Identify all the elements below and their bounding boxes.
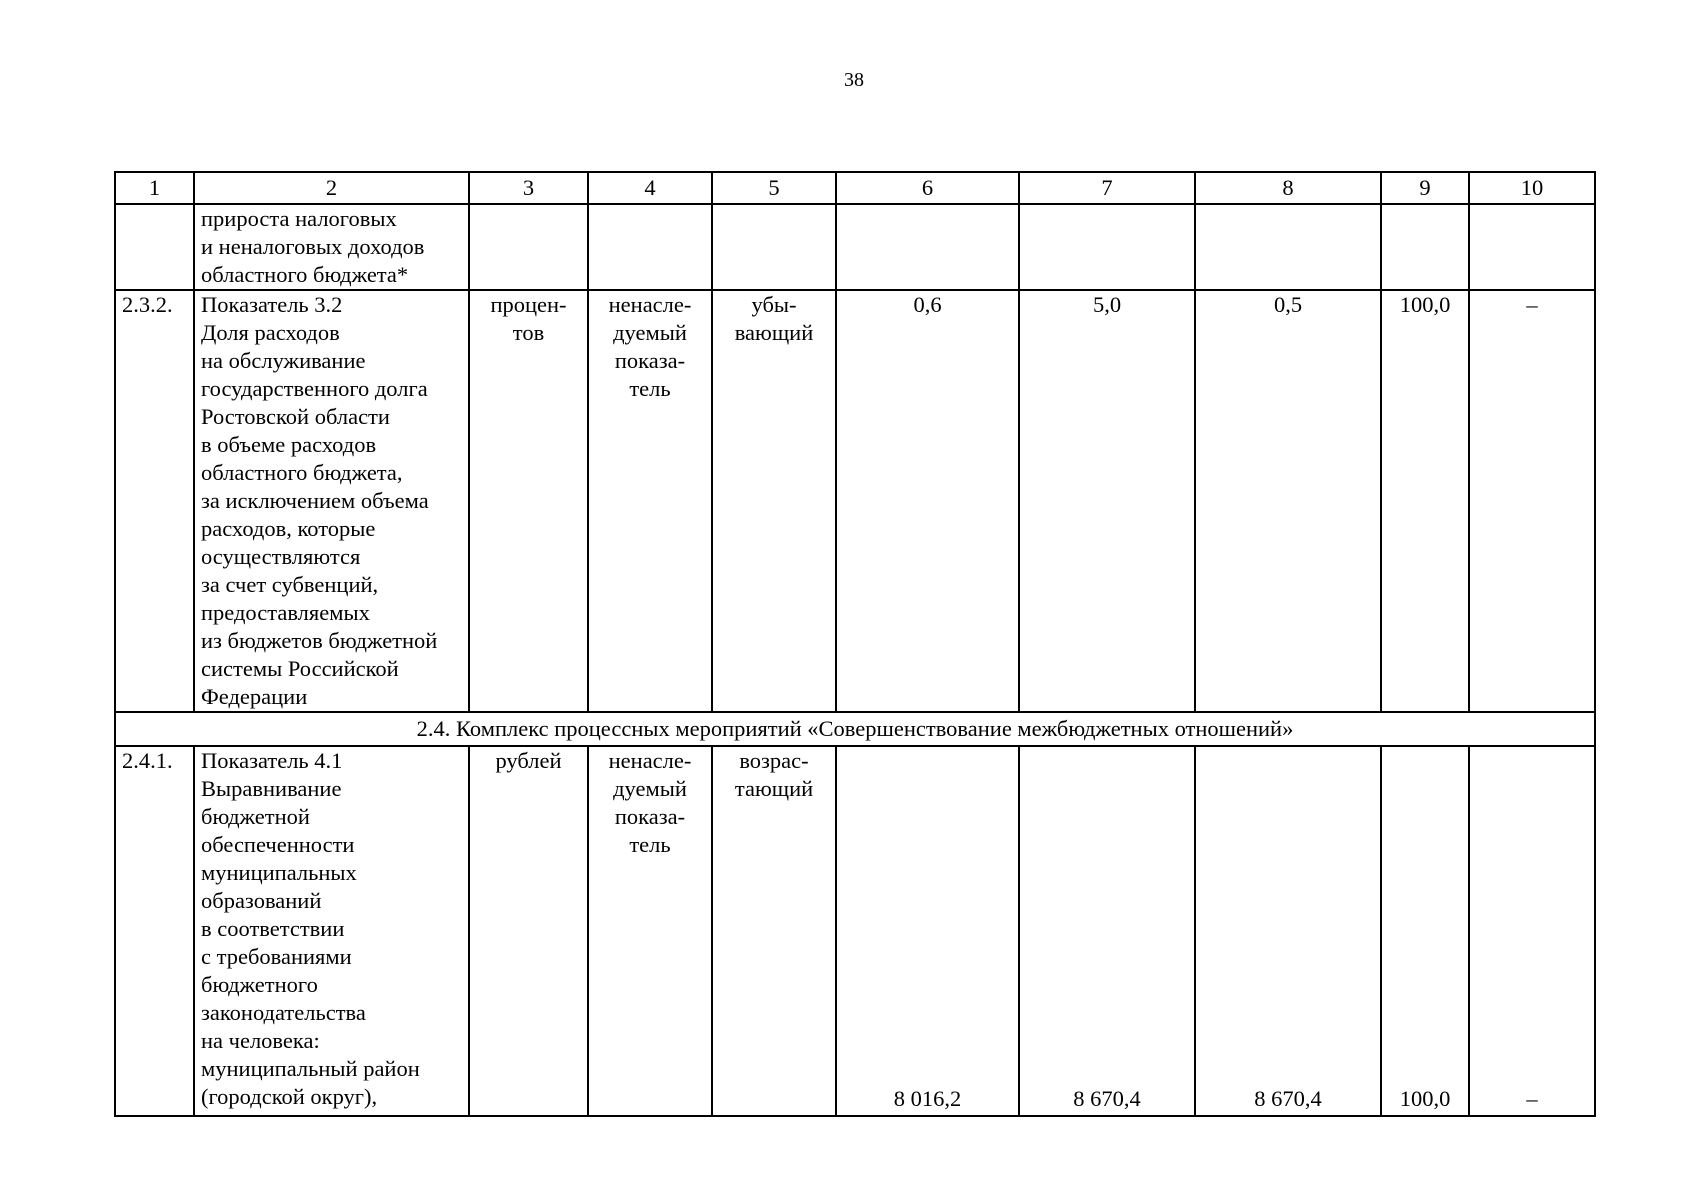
cell-num: 2.4.1.: [115, 746, 194, 1116]
cell-name: [194, 746, 469, 1116]
cell-type: [588, 204, 712, 290]
value-col9: 100,0: [1399, 1086, 1451, 1111]
header-cell: 10: [1469, 172, 1595, 204]
unit-text: рублей: [495, 748, 562, 773]
cell-col7: 5,0: [1019, 290, 1195, 712]
header-cell: 1: [115, 172, 194, 204]
header-cell: 5: [712, 172, 836, 204]
value-col10: –: [1526, 1086, 1538, 1111]
section-title: 2.4. Комплекс процессных мероприятий «Совершенствование межбюджетных отношений»: [115, 712, 1595, 746]
cell-name: [194, 204, 469, 290]
value-col8: 8 670,4: [1254, 1086, 1322, 1111]
cell-col10: [1469, 746, 1595, 1116]
value-col6: 8 016,2: [893, 1086, 962, 1111]
unit-text: процен- тов: [490, 292, 567, 345]
cell-col7: [1019, 204, 1195, 290]
header-cell: 9: [1381, 172, 1469, 204]
section-row-2-4: [115, 712, 1595, 746]
indicator-name-text: прироста налоговых и неналоговых доходов областного бюджета*: [201, 206, 425, 287]
cell-col9: 100,0: [1381, 290, 1469, 712]
cell-trend: [712, 746, 836, 1116]
header-cell: 6: [836, 172, 1019, 204]
cell-type: [588, 290, 712, 712]
cell-col9: [1381, 746, 1469, 1116]
cell-trend: [712, 204, 836, 290]
header-cell: 7: [1019, 172, 1195, 204]
cell-name: [194, 290, 469, 712]
table-row-2-3-2: [115, 290, 1595, 712]
type-text: ненасле- дуемый показа- тель: [608, 292, 692, 401]
cell-unit: [469, 746, 588, 1116]
cell-col8: 0,5: [1195, 290, 1381, 712]
header-cell: 3: [469, 172, 588, 204]
page-number: 38: [844, 69, 864, 91]
trend-text: убы- вающий: [734, 292, 814, 345]
cell-col6: [836, 204, 1019, 290]
indicator-name-text: Показатель 4.1 Выравнивание бюджетной обеспеченности муниципальных образований в соответствии с требованиями бюджетного законодательства на человека: муниципальный район (городской округ),: [201, 748, 420, 1109]
table-row-continuation: [115, 204, 1595, 290]
cell-type: [588, 746, 712, 1116]
table-row-2-4-1: [115, 746, 1595, 1116]
cell-unit: [469, 290, 588, 712]
table-header-row: [115, 172, 1595, 204]
type-text: ненасле- дуемый показа- тель: [608, 748, 692, 857]
cell-col6: [836, 746, 1019, 1116]
cell-col10: –: [1469, 290, 1595, 712]
cell-col8: [1195, 746, 1381, 1116]
indicator-name-text: Показатель 3.2 Доля расходов на обслуживание государственного долга Ростовской области в объеме расходов областного бюджета, за исключением объема расходов, которые осуществляются за счет субвенций, предоставляемых из бюджетов бюджетной системы Российской Федерации: [201, 292, 438, 709]
trend-text: возрас- тающий: [734, 748, 814, 801]
header-cell: 8: [1195, 172, 1381, 204]
value-col7: 8 670,4: [1073, 1086, 1141, 1111]
cell-num: 2.3.2.: [115, 290, 194, 712]
cell-num: [115, 204, 194, 290]
header-cell: 2: [194, 172, 469, 204]
cell-unit: [469, 204, 588, 290]
indicator-table: [114, 171, 1596, 1117]
cell-col9: [1381, 204, 1469, 290]
cell-col8: [1195, 204, 1381, 290]
cell-col6: 0,6: [836, 290, 1019, 712]
cell-col10: [1469, 204, 1595, 290]
cell-trend: [712, 290, 836, 712]
header-cell: 4: [588, 172, 712, 204]
cell-col7: [1019, 746, 1195, 1116]
